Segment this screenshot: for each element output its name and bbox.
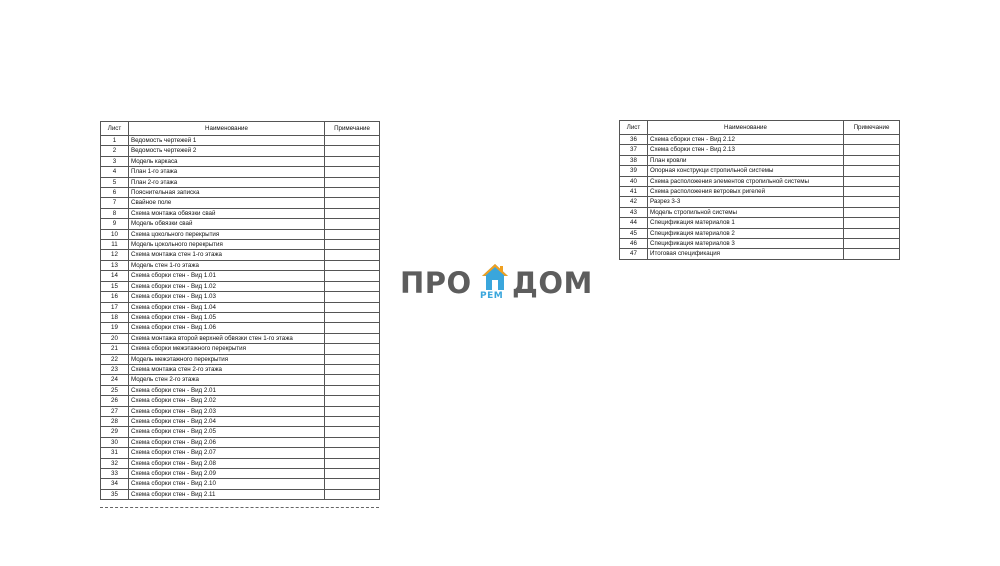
sheet-note-cell bbox=[325, 437, 380, 447]
sheet-note-cell bbox=[844, 176, 900, 186]
sheet-name-cell: Схема монтажа стен 2-го этажа bbox=[129, 364, 325, 374]
table-row bbox=[101, 240, 380, 250]
sheet-number-cell: 46 bbox=[620, 239, 648, 249]
sheet-number-cell: 39 bbox=[620, 166, 648, 176]
sheet-note-cell bbox=[325, 364, 380, 374]
sheet-note-cell bbox=[325, 385, 380, 395]
sheet-name-cell: Схема сборки стен - Вид 2.06 bbox=[129, 437, 325, 447]
table-row bbox=[620, 249, 900, 259]
table-row bbox=[101, 323, 380, 333]
sheet-note-cell bbox=[325, 479, 380, 489]
sheet-note-cell bbox=[844, 145, 900, 155]
table-row bbox=[620, 176, 900, 186]
sheet-name-cell: Схема монтажа обвязки свай bbox=[129, 208, 325, 218]
sheet-number-cell: 10 bbox=[101, 229, 129, 239]
sheet-note-cell bbox=[325, 271, 380, 281]
sheet-note-cell bbox=[325, 458, 380, 468]
sheet-note-cell bbox=[325, 448, 380, 458]
sheet-name-cell: Модель стен 1-го этажа bbox=[129, 260, 325, 270]
sheet-number-cell: 38 bbox=[620, 155, 648, 165]
table-row bbox=[101, 385, 380, 395]
table-body-left bbox=[101, 136, 380, 500]
sheet-name-cell: Схема монтажа второй верхней обвязки стен 1-го этажа bbox=[129, 333, 325, 343]
table-row bbox=[101, 375, 380, 385]
sheet-number-cell: 30 bbox=[101, 437, 129, 447]
sheet-note-cell bbox=[325, 406, 380, 416]
sheet-name-cell: Модель межэтажного перекрытия bbox=[129, 354, 325, 364]
sheet-name-cell: Модель стен 2-го этажа bbox=[129, 375, 325, 385]
sheet-note-cell bbox=[844, 187, 900, 197]
sheet-name-cell: Схема сборки стен - Вид 2.03 bbox=[129, 406, 325, 416]
sheet-name-cell: Схема сборки стен - Вид 1.05 bbox=[129, 312, 325, 322]
table-row bbox=[101, 364, 380, 374]
sheet-name-cell: Модель стропильной системы bbox=[648, 207, 844, 217]
sheet-number-cell: 16 bbox=[101, 292, 129, 302]
table-row bbox=[101, 219, 380, 229]
sheet-name-cell: Схема цокольного перекрытия bbox=[129, 229, 325, 239]
table-row bbox=[101, 136, 380, 146]
sheet-note-cell bbox=[325, 229, 380, 239]
sheet-number-cell: 11 bbox=[101, 240, 129, 250]
sheet-name-cell: Схема сборки стен - Вид 2.04 bbox=[129, 416, 325, 426]
sheet-name-cell: Схема сборки стен - Вид 2.05 bbox=[129, 427, 325, 437]
sheet-number-cell: 4 bbox=[101, 167, 129, 177]
table-header-row bbox=[620, 121, 900, 135]
sheet-note-cell bbox=[325, 250, 380, 260]
sheet-number-cell: 24 bbox=[101, 375, 129, 385]
sheet-note-cell bbox=[325, 344, 380, 354]
sheet-name-cell: План кровли bbox=[648, 155, 844, 165]
sheet-number-cell: 6 bbox=[101, 188, 129, 198]
table-row bbox=[620, 135, 900, 145]
sheet-name-cell: Схема сборки стен - Вид 1.06 bbox=[129, 323, 325, 333]
sheet-name-cell: Пояснительная записка bbox=[129, 188, 325, 198]
house-icon bbox=[480, 262, 510, 292]
sheet-name-cell: Схема монтажа стен 1-го этажа bbox=[129, 250, 325, 260]
table-row bbox=[101, 302, 380, 312]
sheet-number-cell: 44 bbox=[620, 218, 648, 228]
sheet-note-cell bbox=[325, 177, 380, 187]
table-row bbox=[101, 406, 380, 416]
table-row bbox=[101, 458, 380, 468]
sheet-note-cell bbox=[325, 219, 380, 229]
sheet-note-cell bbox=[325, 260, 380, 270]
sheet-name-cell: Спецификация материалов 1 bbox=[648, 218, 844, 228]
table-row bbox=[620, 197, 900, 207]
sheet-note-cell bbox=[325, 156, 380, 166]
prodom-logo bbox=[400, 262, 600, 312]
sheet-name-cell: Схема сборки стен - Вид 1.04 bbox=[129, 302, 325, 312]
table-continuation-line bbox=[100, 507, 379, 510]
sheet-note-cell bbox=[325, 333, 380, 343]
table-row bbox=[620, 239, 900, 249]
table-row bbox=[101, 479, 380, 489]
sheet-name-cell: Свайное поле bbox=[129, 198, 325, 208]
table-row bbox=[101, 489, 380, 499]
sheet-note-cell bbox=[325, 208, 380, 218]
sheet-note-cell bbox=[844, 207, 900, 217]
sheet-number-cell: 41 bbox=[620, 187, 648, 197]
sheet-note-cell bbox=[325, 396, 380, 406]
sheet-name-cell: Схема расположения элементов стропильной системы bbox=[648, 176, 844, 186]
sheet-note-cell bbox=[325, 167, 380, 177]
sheet-name-cell: Схема сборки стен - Вид 1.03 bbox=[129, 292, 325, 302]
table-body-right bbox=[620, 135, 900, 260]
sheet-name-cell: Схема сборки стен - Вид 2.13 bbox=[648, 145, 844, 155]
table-row bbox=[101, 312, 380, 322]
sheet-name-cell: Схема сборки стен - Вид 2.10 bbox=[129, 479, 325, 489]
sheet-number-cell: 7 bbox=[101, 198, 129, 208]
table-row bbox=[101, 188, 380, 198]
drawings-list-table-right bbox=[619, 120, 900, 260]
sheet-note-cell bbox=[325, 427, 380, 437]
table-row bbox=[620, 145, 900, 155]
table-row bbox=[101, 469, 380, 479]
sheet-name-cell: Схема сборки стен - Вид 2.09 bbox=[129, 469, 325, 479]
header-note: Примечание bbox=[325, 122, 380, 136]
sheet-note-cell bbox=[325, 198, 380, 208]
sheet-note-cell bbox=[325, 375, 380, 385]
sheet-note-cell bbox=[325, 354, 380, 364]
sheet-name-cell: Схема сборки стен - Вид 2.11 bbox=[129, 489, 325, 499]
sheet-number-cell: 45 bbox=[620, 228, 648, 238]
sheet-number-cell: 32 bbox=[101, 458, 129, 468]
sheet-number-cell: 15 bbox=[101, 281, 129, 291]
table-row bbox=[620, 155, 900, 165]
table-row bbox=[101, 229, 380, 239]
table-row bbox=[101, 198, 380, 208]
sheet-number-cell: 42 bbox=[620, 197, 648, 207]
logo-subtext: РЕМ bbox=[480, 291, 504, 301]
sheet-note-cell bbox=[325, 312, 380, 322]
sheet-number-cell: 35 bbox=[101, 489, 129, 499]
table-row bbox=[101, 250, 380, 260]
sheet-name-cell: План 2-го этажа bbox=[129, 177, 325, 187]
drawings-list-table-left bbox=[100, 121, 380, 500]
sheet-number-cell: 27 bbox=[101, 406, 129, 416]
table-row bbox=[101, 448, 380, 458]
sheet-number-cell: 12 bbox=[101, 250, 129, 260]
sheet-number-cell: 8 bbox=[101, 208, 129, 218]
table-row bbox=[101, 281, 380, 291]
sheet-name-cell: Схема сборки стен - Вид 2.08 bbox=[129, 458, 325, 468]
table-row bbox=[101, 427, 380, 437]
sheet-number-cell: 43 bbox=[620, 207, 648, 217]
sheet-name-cell: Схема сборки стен - Вид 2.01 bbox=[129, 385, 325, 395]
sheet-number-cell: 33 bbox=[101, 469, 129, 479]
sheet-number-cell: 5 bbox=[101, 177, 129, 187]
sheet-note-cell bbox=[325, 188, 380, 198]
sheet-note-cell bbox=[844, 228, 900, 238]
sheet-name-cell: Спецификация материалов 2 bbox=[648, 228, 844, 238]
sheet-note-cell bbox=[325, 136, 380, 146]
sheet-number-cell: 3 bbox=[101, 156, 129, 166]
logo-text-pro: ПРО bbox=[400, 266, 472, 300]
sheet-note-cell bbox=[325, 240, 380, 250]
sheet-name-cell: Схема сборки стен - Вид 2.12 bbox=[648, 135, 844, 145]
header-sheet: Лист bbox=[620, 121, 648, 135]
sheet-name-cell: Схема сборки стен - Вид 2.07 bbox=[129, 448, 325, 458]
table-row bbox=[101, 437, 380, 447]
sheet-note-cell bbox=[844, 218, 900, 228]
sheet-number-cell: 37 bbox=[620, 145, 648, 155]
table-row bbox=[620, 207, 900, 217]
sheet-number-cell: 40 bbox=[620, 176, 648, 186]
table-row bbox=[101, 167, 380, 177]
sheet-note-cell bbox=[325, 302, 380, 312]
sheet-number-cell: 34 bbox=[101, 479, 129, 489]
sheet-name-cell: Опорная конструкци стропильной системы bbox=[648, 166, 844, 176]
sheet-number-cell: 47 bbox=[620, 249, 648, 259]
sheet-number-cell: 14 bbox=[101, 271, 129, 281]
sheet-name-cell: Ведомость чертежей 2 bbox=[129, 146, 325, 156]
table-row bbox=[101, 396, 380, 406]
table-header-row bbox=[101, 122, 380, 136]
sheet-number-cell: 21 bbox=[101, 344, 129, 354]
table-row bbox=[101, 354, 380, 364]
sheet-name-cell: Схема сборки стен - Вид 1.01 bbox=[129, 271, 325, 281]
sheet-note-cell bbox=[325, 323, 380, 333]
sheet-note-cell bbox=[844, 155, 900, 165]
header-name: Наименование bbox=[648, 121, 844, 135]
table-row bbox=[101, 271, 380, 281]
sheet-number-cell: 25 bbox=[101, 385, 129, 395]
table-row bbox=[101, 292, 380, 302]
sheet-note-cell bbox=[325, 416, 380, 426]
table-row bbox=[101, 260, 380, 270]
header-sheet: Лист bbox=[101, 122, 129, 136]
table-row bbox=[101, 344, 380, 354]
table-row bbox=[101, 177, 380, 187]
sheet-name-cell: Схема расположения ветровых ригелей bbox=[648, 187, 844, 197]
sheet-number-cell: 2 bbox=[101, 146, 129, 156]
sheet-number-cell: 9 bbox=[101, 219, 129, 229]
sheet-number-cell: 31 bbox=[101, 448, 129, 458]
sheet-note-cell bbox=[325, 146, 380, 156]
table-row bbox=[101, 156, 380, 166]
sheet-note-cell bbox=[844, 197, 900, 207]
sheet-number-cell: 17 bbox=[101, 302, 129, 312]
sheet-number-cell: 20 bbox=[101, 333, 129, 343]
sheet-number-cell: 13 bbox=[101, 260, 129, 270]
sheet-number-cell: 28 bbox=[101, 416, 129, 426]
header-note: Примечание bbox=[844, 121, 900, 135]
sheet-number-cell: 26 bbox=[101, 396, 129, 406]
logo-text-dom: ДОМ bbox=[512, 266, 593, 300]
table-row bbox=[101, 333, 380, 343]
table-row bbox=[620, 166, 900, 176]
sheet-number-cell: 29 bbox=[101, 427, 129, 437]
header-name: Наименование bbox=[129, 122, 325, 136]
sheet-number-cell: 22 bbox=[101, 354, 129, 364]
sheet-name-cell: План 1-го этажа bbox=[129, 167, 325, 177]
table-row bbox=[620, 228, 900, 238]
sheet-name-cell: Спецификация материалов 3 bbox=[648, 239, 844, 249]
table-row bbox=[620, 187, 900, 197]
sheet-note-cell bbox=[844, 249, 900, 259]
sheet-name-cell: Ведомость чертежей 1 bbox=[129, 136, 325, 146]
sheet-name-cell: Схема сборки стен - Вид 2.02 bbox=[129, 396, 325, 406]
sheet-note-cell bbox=[844, 166, 900, 176]
sheet-name-cell: Схема сборки межэтажного перекрытия bbox=[129, 344, 325, 354]
sheet-number-cell: 1 bbox=[101, 136, 129, 146]
sheet-note-cell bbox=[325, 489, 380, 499]
table-row bbox=[620, 218, 900, 228]
table-row bbox=[101, 208, 380, 218]
sheet-number-cell: 36 bbox=[620, 135, 648, 145]
sheet-name-cell: Разрез 3-3 bbox=[648, 197, 844, 207]
sheet-name-cell: Модель цокольного перекрытия bbox=[129, 240, 325, 250]
sheet-number-cell: 19 bbox=[101, 323, 129, 333]
sheet-name-cell: Итоговая спецификация bbox=[648, 249, 844, 259]
sheet-number-cell: 18 bbox=[101, 312, 129, 322]
sheet-name-cell: Схема сборки стен - Вид 1.02 bbox=[129, 281, 325, 291]
sheet-note-cell bbox=[325, 469, 380, 479]
sheet-note-cell bbox=[325, 292, 380, 302]
sheet-note-cell bbox=[844, 135, 900, 145]
table-row bbox=[101, 416, 380, 426]
sheet-number-cell: 23 bbox=[101, 364, 129, 374]
sheet-note-cell bbox=[844, 239, 900, 249]
sheet-name-cell: Модель каркаса bbox=[129, 156, 325, 166]
sheet-note-cell bbox=[325, 281, 380, 291]
table-row bbox=[101, 146, 380, 156]
sheet-name-cell: Модель обвязки свай bbox=[129, 219, 325, 229]
